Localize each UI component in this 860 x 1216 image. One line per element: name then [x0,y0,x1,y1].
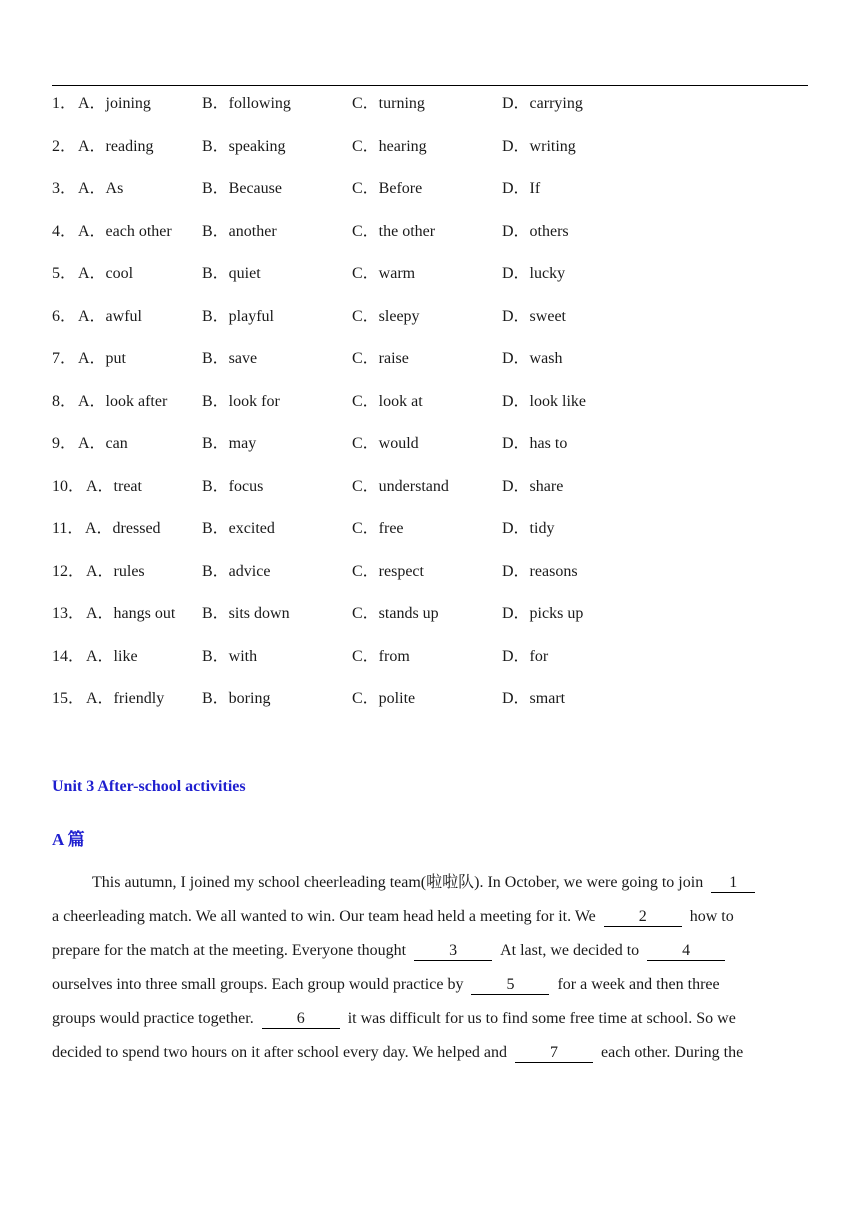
option-b[interactable]: B．save [202,350,258,367]
option-d[interactable]: D．lucky [502,265,566,282]
option-a[interactable]: A．cool [78,265,134,282]
option-d[interactable]: D．smart [502,690,566,707]
option-a[interactable]: A．awful [78,307,142,325]
question-row [52,261,812,304]
passage-text: a cheerleading match. We all wanted to win. Our team head held a meeting for it. We [52,908,596,925]
question-number: 10． [52,477,85,495]
option-d[interactable]: D．others [502,222,569,240]
question-number: 11． [52,520,84,537]
option-b[interactable]: B．focus [202,477,264,495]
option-b[interactable]: B．excited [202,520,275,537]
option-a[interactable]: A．joining [78,95,151,112]
question-row [52,304,812,347]
blank-3[interactable]: 3 [414,942,492,961]
option-b[interactable]: B．may [202,435,257,452]
option-c[interactable]: C．Before [352,180,423,197]
option-a[interactable]: A．dressed [85,520,161,537]
option-d[interactable]: D．writing [502,137,576,155]
blank-5[interactable]: 5 [471,976,549,995]
part-title: A 篇 [52,830,85,849]
option-d[interactable]: D．picks up [502,605,584,622]
option-a[interactable]: A．reading [78,137,154,155]
question-number: 5． [52,265,77,282]
passage-text: ourselves into three small groups. Each group would practice by [52,976,464,993]
option-c[interactable]: C．the other [352,222,436,240]
option-b[interactable]: B．speaking [202,137,286,155]
top-divider [52,85,808,86]
passage-line-4 [52,968,812,1002]
passage-text: groups would practice together. [52,1010,254,1027]
option-a[interactable]: A．treat [86,477,142,495]
options-list [52,91,812,729]
question-number: 8． [52,392,77,410]
question-number: 6． [52,307,77,325]
passage-text: At last, we decided to [500,942,640,959]
question-number: 13． [52,605,85,622]
question-row [52,686,812,729]
option-c[interactable]: C．understand [352,477,449,495]
option-a[interactable]: A．like [86,647,138,665]
option-b[interactable]: B．boring [202,690,271,707]
passage-line-2 [52,900,812,934]
blank-7[interactable]: 7 [515,1044,593,1063]
option-b[interactable]: B．advice [202,562,271,580]
option-c[interactable]: C．turning [352,95,425,112]
option-d[interactable]: D．If [502,180,541,197]
passage-line-1 [52,866,812,900]
option-b[interactable]: B．sits down [202,605,290,622]
option-d[interactable]: D．wash [502,350,563,367]
option-c[interactable]: C．from [352,647,410,665]
option-c[interactable]: C．would [352,435,419,452]
option-a[interactable]: A．can [78,435,128,452]
blank-2[interactable]: 2 [604,908,682,927]
option-b[interactable]: B．following [202,95,291,112]
option-d[interactable]: D．look like [502,392,586,410]
section-title: Unit 3 After-school activities [52,778,246,795]
option-d[interactable]: D．sweet [502,307,566,325]
passage-text: for a week and then three [557,976,720,993]
option-c[interactable]: C．raise [352,350,409,367]
question-row [52,474,812,517]
option-c[interactable]: C．respect [352,562,424,580]
question-row [52,346,812,389]
blank-6[interactable]: 6 [262,1010,340,1029]
option-b[interactable]: B．quiet [202,265,261,282]
option-c[interactable]: C．polite [352,690,416,707]
blank-4[interactable]: 4 [647,942,725,961]
question-row [52,559,812,602]
question-number: 1． [52,95,77,112]
option-b[interactable]: B．playful [202,307,274,325]
option-d[interactable]: D．reasons [502,562,578,580]
option-b[interactable]: B．another [202,222,277,240]
option-b[interactable]: B．Because [202,180,282,197]
question-number: 12． [52,562,85,580]
option-a[interactable]: A．look after [78,392,168,410]
question-number: 7． [52,350,77,367]
option-d[interactable]: D．share [502,477,564,495]
passage-text: each other. During the [601,1044,744,1061]
option-c[interactable]: C．warm [352,265,416,282]
option-c[interactable]: C．stands up [352,605,439,622]
question-number: 14． [52,647,85,665]
question-number: 3． [52,180,77,197]
blank-1[interactable]: 1 [711,874,755,893]
question-number: 9． [52,435,77,452]
question-row [52,219,812,262]
passage-line-5 [52,1002,812,1036]
question-number: 2． [52,137,77,155]
option-d[interactable]: D．tidy [502,520,555,537]
passage-text: it was difficult for us to find some free time at school. So we [347,1010,736,1027]
option-a[interactable]: A．friendly [86,690,165,707]
question-number: 15． [52,690,85,707]
question-row [52,516,812,559]
question-row [52,644,812,687]
passage-text: This autumn, I joined my school cheerleading team(啦啦队). In October, we were going to join [92,874,704,891]
question-row [52,431,812,474]
question-row [52,176,812,219]
option-c[interactable]: C．look at [352,392,423,410]
option-b[interactable]: B．with [202,647,258,665]
question-number: 4． [52,222,77,240]
question-row [52,134,812,177]
option-b[interactable]: B．look for [202,392,280,410]
option-c[interactable]: C．free [352,520,404,537]
question-row [52,601,812,644]
option-a[interactable]: A．As [78,180,124,197]
question-row [52,91,812,134]
option-c[interactable]: C．sleepy [352,307,420,325]
option-c[interactable]: C．hearing [352,137,427,155]
passage-line-3 [52,934,812,968]
option-a[interactable]: A．rules [86,562,145,580]
option-d[interactable]: D．has to [502,435,568,452]
option-a[interactable]: A．hangs out [86,605,176,622]
question-row [52,389,812,432]
passage-text: how to [689,908,734,925]
option-a[interactable]: A．each other [78,222,172,240]
passage-line-6 [52,1036,812,1070]
option-d[interactable]: D．for [502,647,549,665]
option-a[interactable]: A．put [78,350,127,367]
passage [52,866,812,1070]
passage-text: decided to spend two hours on it after school every day. We helped and [52,1044,508,1061]
option-d[interactable]: D．carrying [502,95,583,112]
passage-text: prepare for the match at the meeting. Everyone thought [52,942,407,959]
